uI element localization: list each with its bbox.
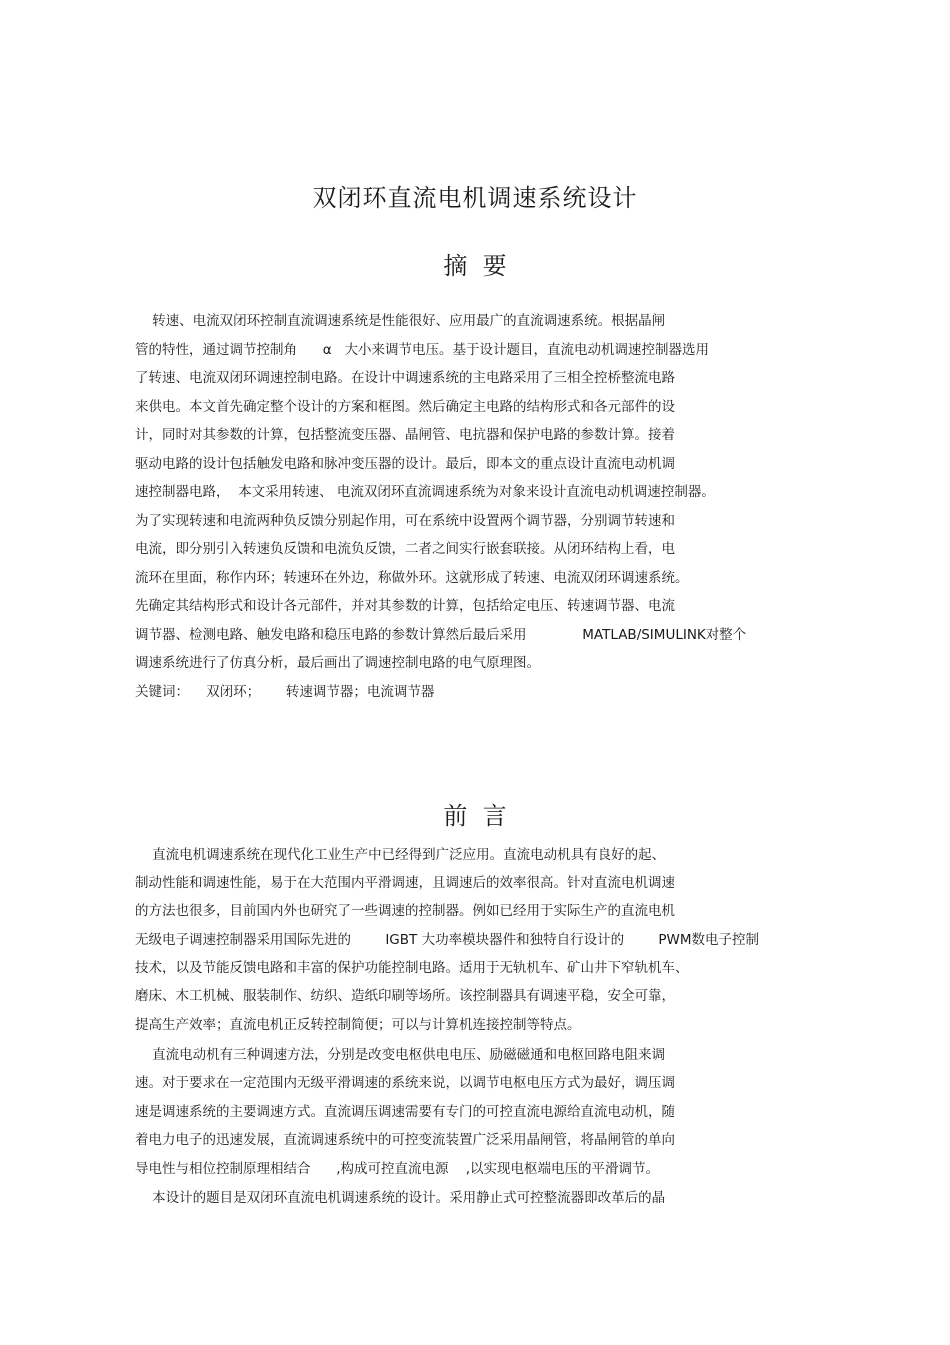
abstract-line: 了转速、电流双闭环调速控制电路。在设计中调速系统的主电路采用了三相全控桥整流电路 <box>135 370 675 386</box>
abstract-line: 流环在里面，称作内环；转速环在外边，称做外环。这就形成了转速、电流双闭环调速系统。 <box>135 570 689 586</box>
abstract-line: 为了实现转速和电流两种负反馈分别起作用，可在系统中设置两个调节器，分别调节转速和 <box>135 513 675 529</box>
preface-line: 制动性能和调速性能，易于在大范围内平滑调速，且调速后的效率很高。针对直流电机调速 <box>135 875 675 891</box>
preface-line: 技术，以及节能反馈电路和丰富的保护功能控制电路。适用于无轨机车、矿山井下窄轨机车、 <box>135 960 689 976</box>
abstract-line: 先确定其结构形式和设计各元部件，并对其参数的计算，包括给定电压、转速调节器、电流 <box>135 598 675 614</box>
abstract-line: 来供电。本文首先确定整个设计的方案和框图。然后确定主电路的结构形式和各元部件的设 <box>135 399 675 415</box>
keywords-line: 关键词： 双闭环； 转速调节器；电流调节器 <box>135 684 435 700</box>
preface-line: 提高生产效率；直流电机正反转控制简便；可以与计算机连接控制等特点。 <box>135 1017 581 1033</box>
preface-line: 速是调速系统的主要调速方式。直流调压调速需要有专门的可控直流电源给直流电动机，随 <box>135 1104 675 1120</box>
preface-line: 着电力电子的迅速发展，直流调速系统中的可控变流装置广泛采用晶闸管，将晶闸管的单向 <box>135 1132 675 1148</box>
preface-line: 直流电动机有三种调速方法，分别是改变电枢供电电压、励磁磁通和电枢回路电阻来调 <box>135 1047 666 1063</box>
preface-line: 直流电机调速系统在现代化工业生产中已经得到广泛应用。直流电动机具有良好的起、 <box>135 847 666 863</box>
abstract-line: 调节器、检测电路、触发电路和稳压电路的参数计算然后最后采用 MATLAB/SIMULINK对整个 <box>135 627 747 643</box>
abstract-line: 速控制器电路， 本文采用转速、 电流双闭环直流调速系统为对象来设计直流电动机调速控制器。 <box>135 484 715 500</box>
abstract-heading: 摘 要 <box>443 252 507 280</box>
abstract-line: 管的特性，通过调节控制角 α 大小来调节电压。基于设计题目，直流电动机调速控制器选用 <box>135 342 710 358</box>
preface-line: 速。对于要求在一定范围内无级平滑调速的系统来说，以调节电枢电压方式为最好，调压调 <box>135 1075 675 1091</box>
preface-heading: 前 言 <box>443 802 507 830</box>
abstract-line: 转速、电流双闭环控制直流调速系统是性能很好、应用最广的直流调速系统。根据晶闸 <box>135 313 666 329</box>
preface-line: 的方法也很多，目前国内外也研究了一些调速的控制器。例如已经用于实际生产的直流电机 <box>135 903 675 919</box>
preface-line: 无级电子调速控制器采用国际先进的 IGBT 大功率模块器件和独特自行设计的 PWM数电子控制 <box>135 932 760 948</box>
abstract-line: 调速系统进行了仿真分析，最后画出了调速控制电路的电气原理图。 <box>135 655 540 671</box>
preface-line: 本设计的题目是双闭环直流电机调速系统的设计。采用静止式可控整流器即改革后的晶 <box>135 1190 666 1206</box>
abstract-line: 驱动电路的设计包括触发电路和脉冲变压器的设计。最后，即本文的重点设计直流电动机调 <box>135 456 675 472</box>
preface-line: 磨床、木工机械、服装制作、纺织、造纸印刷等场所。该控制器具有调速平稳，安全可靠， <box>135 988 675 1004</box>
preface-line: 导电性与相位控制原理相结合 ,构成可控直流电源 ,以实现电枢端电压的平滑调节。 <box>135 1161 659 1177</box>
abstract-line: 计，同时对其参数的计算，包括整流变压器、晶闸管、电抗器和保护电路的参数计算。接着 <box>135 427 675 443</box>
document-title: 双闭环直流电机调速系统设计 <box>312 184 638 212</box>
abstract-line: 电流，即分别引入转速负反馈和电流负反馈，二者之间实行嵌套联接。从闭环结构上看，电 <box>135 541 675 557</box>
